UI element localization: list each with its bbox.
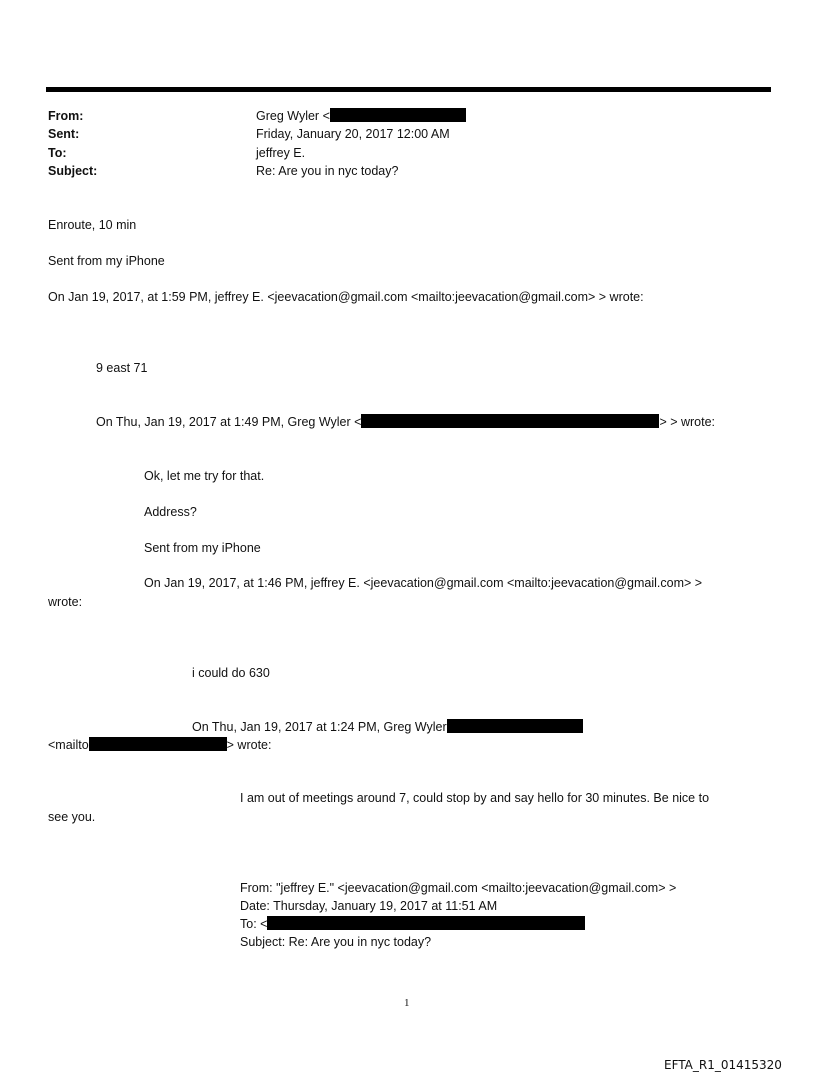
quoted-text: <mailto — [48, 738, 89, 752]
redaction-bar — [267, 916, 585, 930]
page-number: 1 — [404, 997, 410, 1009]
body-line: Enroute, 10 min — [48, 218, 137, 232]
sent-label: Sent: — [48, 127, 80, 141]
quoted-header-line: Date: Thursday, January 19, 2017 at 11:51 AM — [240, 899, 498, 913]
subject-value: Re: Are you in nyc today? — [256, 164, 399, 178]
quoted-line: I am out of meetings around 7, could stop by and say hello for 30 minutes. Be nice to — [240, 791, 710, 805]
quoted-line — [192, 719, 583, 735]
quoted-line: 9 east 71 — [96, 361, 148, 375]
quoted-line: Address? — [144, 505, 197, 519]
body-line: On Jan 19, 2017, at 1:59 PM, jeffrey E. <jeevacation@gmail.com <mailto:jeevacation@gmail.com> > wrote: — [48, 290, 644, 304]
redaction-bar — [361, 414, 659, 428]
quoted-line: On Jan 19, 2017, at 1:46 PM, jeffrey E. <jeevacation@gmail.com <mailto:jeevacation@gmail.com> > — [144, 576, 703, 590]
header-divider — [46, 87, 771, 92]
from-value — [256, 108, 466, 124]
to-label: To: — [48, 146, 67, 160]
redaction-bar — [89, 737, 227, 751]
quoted-line: wrote: — [48, 595, 83, 609]
quoted-line — [48, 737, 271, 753]
quoted-text: > wrote: — [226, 738, 272, 752]
quoted-line — [96, 414, 715, 430]
quoted-line: i could do 630 — [192, 666, 270, 680]
redaction-bar — [447, 719, 583, 733]
quoted-text: On Thu, Jan 19, 2017 at 1:24 PM, Greg Wyler — [192, 720, 447, 734]
subject-label: Subject: — [48, 164, 98, 178]
quoted-header-line: Subject: Re: Are you in nyc today? — [240, 935, 432, 949]
quoted-line: Sent from my iPhone — [144, 541, 261, 555]
sent-value: Friday, January 20, 2017 12:00 AM — [256, 127, 450, 141]
body-line: Sent from my iPhone — [48, 254, 165, 268]
quoted-line: Ok, let me try for that. — [144, 469, 265, 483]
document-id: EFTA_R1_01415320 — [664, 1058, 782, 1072]
quoted-text: On Thu, Jan 19, 2017 at 1:49 PM, Greg Wyler < — [96, 415, 362, 429]
quoted-text: > > wrote: — [659, 415, 716, 429]
to-value: jeffrey E. — [256, 146, 306, 160]
quoted-text: To: < — [240, 917, 268, 931]
quoted-header-line: From: "jeffrey E." <jeevacation@gmail.com <mailto:jeevacation@gmail.com> > — [240, 881, 677, 895]
from-value-text: Greg Wyler < — [256, 109, 330, 123]
quoted-header-line — [240, 916, 585, 932]
quoted-line: see you. — [48, 810, 96, 824]
redaction-bar — [330, 108, 466, 122]
from-label: From: — [48, 109, 84, 123]
